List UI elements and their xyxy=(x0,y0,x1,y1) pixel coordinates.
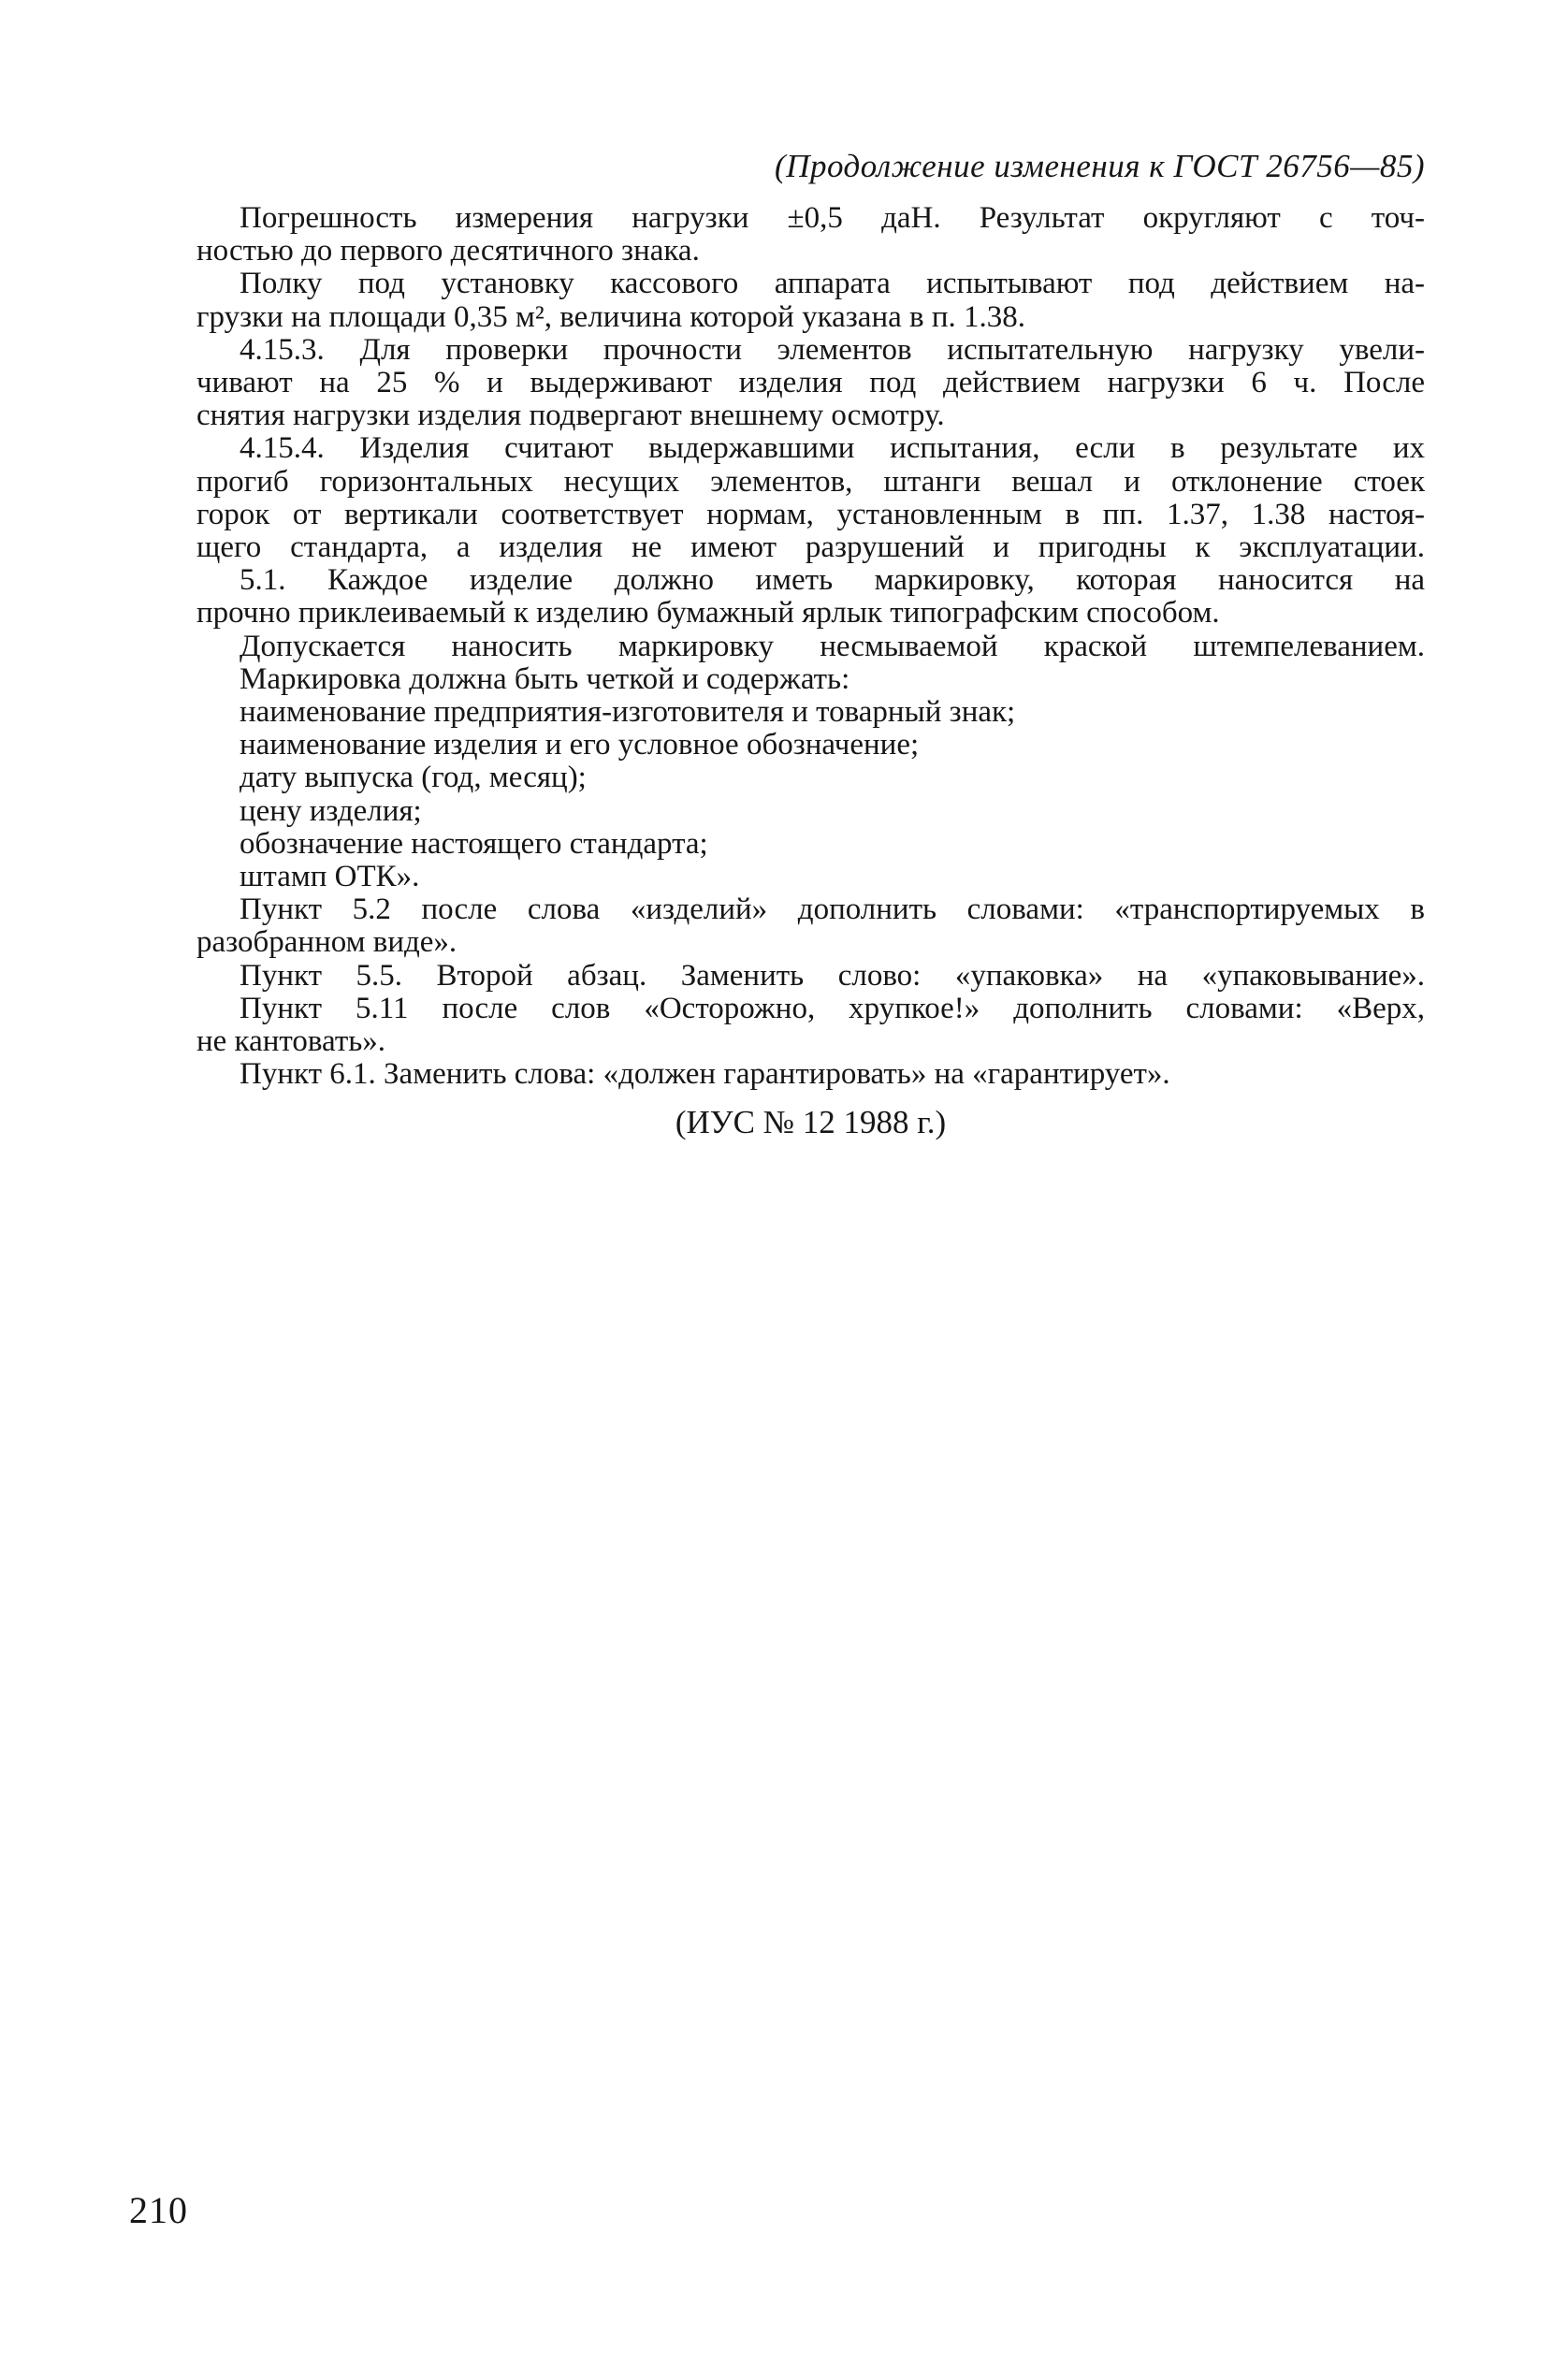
text-line: щего стандарта, а изделия не имеют разрушений и пригодны к эксплуатации. xyxy=(196,530,1425,565)
ius-reference: (ИУС № 12 1988 г.) xyxy=(675,1104,947,1140)
text-line: цену изделия; xyxy=(240,793,422,828)
text-line: не кантовать». xyxy=(196,1024,386,1059)
text-line: Допускается наносить маркировку несмываемой краской штемпелеванием. xyxy=(240,629,1425,663)
text-line: Пункт 6.1. Заменить слова: «должен гарантировать» на «гарантирует». xyxy=(240,1057,1170,1092)
text-line: ностью до первого десятичного знака. xyxy=(196,234,700,268)
page-number: 210 xyxy=(129,2189,188,2231)
text-line: горок от вертикали соответствует нормам, установленным в пп. 1.37, 1.38 настоя- xyxy=(196,497,1425,531)
text-line: Погрешность измерения нагрузки ±0,5 даН. Результат округляют с точ- xyxy=(240,201,1425,235)
text-line: наименование изделия и его условное обозначение; xyxy=(240,728,920,762)
text-line: Пункт 5.2 после слова «изделий» дополнить словами: «транспортируемых в xyxy=(240,892,1425,927)
text-line: разобранном виде». xyxy=(196,925,457,960)
text-line: Пункт 5.5. Второй абзац. Заменить слово: «упаковка» на «упаковывание». xyxy=(240,958,1425,993)
text-line: дату выпуска (год, месяц); xyxy=(240,761,587,795)
text-line: 4.15.4. Изделия считают выдержавшими испытания, если в результате их xyxy=(240,431,1425,466)
text-line: прогиб горизонтальных несущих элементов, штанги вешал и отклонение стоек xyxy=(196,464,1425,499)
running-head: (Продолжение изменения к ГОСТ 26756—85) xyxy=(775,148,1425,184)
text-line: чивают на 25 % и выдерживают изделия под действием нагрузки 6 ч. После xyxy=(196,366,1425,400)
body-text xyxy=(196,202,1436,1091)
text-line: штамп ОТК». xyxy=(240,860,420,894)
text-line: 5.1. Каждое изделие должно иметь маркировку, которая наносится на xyxy=(240,563,1425,598)
text-line: наименование предприятия-изготовителя и товарный знак; xyxy=(240,695,1016,730)
text-line: Полку под установку кассового аппарата испытывают под действием на- xyxy=(240,267,1425,301)
text-line: грузки на площади 0,35 м², величина которой указана в п. 1.38. xyxy=(196,299,1026,334)
text-line: Маркировка должна быть четкой и содержать: xyxy=(240,661,850,696)
text-line: обозначение настоящего стандарта; xyxy=(240,826,708,861)
text-line: 4.15.3. Для проверки прочности элементов испытательную нагрузку увели- xyxy=(240,332,1425,367)
text-line: Пункт 5.11 после слов «Осторожно, хрупкое!» дополнить словами: «Верх, xyxy=(240,991,1425,1025)
text-line: снятия нагрузки изделия подвергают внешнему осмотру. xyxy=(196,399,945,433)
text-line: прочно приклеиваемый к изделию бумажный ярлык типографским способом. xyxy=(196,596,1220,631)
